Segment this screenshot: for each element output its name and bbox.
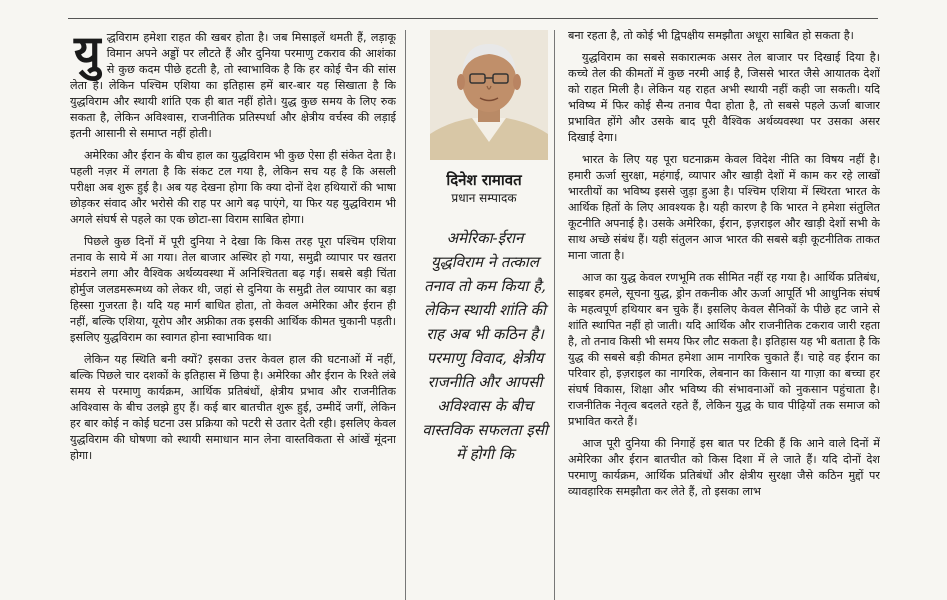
article-paragraph: युद्धविराम का सबसे सकारात्मक असर तेल बाजार पर दिखाई दिया है। कच्चे तेल की कीमतों में कुछ नरमी आई है, जिससे भारत जैसे आयातक देशों को राहत मिली है। लेकिन यह राहत अभी स्थायी नहीं कही जा सकती। यदि भविष्य में फिर कोई सैन्य तनाव पैदा होता है, तो सबसे पहले ऊर्जा बाजार प्रभावित होंगे और उसके बाद पूरी वैश्विक अर्थव्यवस्था पर उसका असर दिखाई देगा। bbox=[568, 51, 880, 144]
article-paragraph: अमेरिका और ईरान के बीच हाल का युद्धविराम भी कुछ ऐसा ही संकेत देता है। पहली नज़र में लगता है कि संकट टल गया है, लेकिन सच यह है कि असली परीक्षा अब शुरू हुई है। अब यह देखना होगा कि क्या दोनों देश हथियारों की भाषा छोड़कर संवाद और भरोसे की राह पर आगे बढ़ पाएंगे, या फिर यह युद्धविराम भी अगले संघर्ष से पहले का एक छोटा-सा विराम साबित होगा। bbox=[70, 149, 396, 226]
author-designation: प्रधान सम्पादक bbox=[451, 191, 517, 205]
article-column-left bbox=[70, 30, 396, 600]
article-paragraph: युद्धविराम हमेशा राहत की खबर होता है। जब मिसाइलें थमती हैं, लड़ाकू विमान अपने अड्डों पर लौटते हैं और दुनिया परमाणु टकराव की आशंका से कुछ कदम पीछे हटती है, तो स्वाभाविक है कि हर कोई चैन की सांस लेता है। लेकिन पश्चिम एशिया का इतिहास हमें बार-बार यह सिखाता है कि युद्धविराम और स्थायी शांति एक ही बात नहीं होते। युद्ध कुछ समय के लिए रुक सकता है, लेकिन अविश्वास, राजनीतिक प्रतिस्पर्धा और क्षेत्रीय वर्चस्व की लड़ाई इतनी आसानी से समाप्त नहीं होती। bbox=[70, 30, 396, 140]
article-column-right bbox=[568, 28, 880, 600]
article-paragraph: आज पूरी दुनिया की निगाहें इस बात पर टिकी हैं कि आने वाले दिनों में अमेरिका और ईरान बातचीत को किस दिशा में ले जाते हैं। यदि दोनों देश परमाणु कार्यक्रम, आर्थिक प्रतिबंधों और क्षेत्रीय सुरक्षा जैसे कठिन मुद्दों पर व्यावहारिक समझौता कर लेते हैं, तो इसका लाभ bbox=[568, 437, 880, 498]
column-divider bbox=[554, 30, 555, 600]
article-paragraph: आज का युद्ध केवल रणभूमि तक सीमित नहीं रह गया है। आर्थिक प्रतिबंध, साइबर हमले, सूचना युद्ध, ड्रोन तकनीक और ऊर्जा आपूर्ति भी आधुनिक संघर्ष के महत्वपूर्ण हथियार बन चुके हैं। इसलिए केवल सैनिकों के पीछे हट जाने से शांति स्थापित नहीं हो जाती। यदि आर्थिक और राजनीतिक टकराव जारी रहता है, तो तनाव किसी भी समय फिर लौट सकता है। इतिहास यह भी बताता है कि युद्ध की सबसे बड़ी कीमत हमेशा आम नागरिक चुकाते हैं। चाहे वह ईरान का परिवार हो, इज़राइल का नागरिक, लेबनान का किसान या गाज़ा का बच्चा हर संघर्ष विकास, शिक्षा और भविष्य की संभावनाओं को नुकसान पहुंचाता है। राजनीतिक नेतृत्व बदलते रहते हैं, लेकिन युद्ध के घाव पीढ़ियों तक समाज को प्रभावित करते हैं। bbox=[568, 271, 880, 428]
drop-cap: यु bbox=[74, 30, 101, 79]
byline bbox=[418, 170, 550, 206]
author-photo bbox=[430, 30, 548, 160]
top-rule bbox=[68, 18, 878, 19]
article-paragraph: भारत के लिए यह पूरा घटनाक्रम केवल विदेश नीति का विषय नहीं है। हमारी ऊर्जा सुरक्षा, महंगाई, व्यापार और खाड़ी देशों में काम कर रहे लाखों भारतीयों का भविष्य इससे जुड़ा हुआ है। पश्चिम एशिया में स्थिरता भारत के आर्थिक हितों के लिए आवश्यक है। यही कारण है कि भारत ने हमेशा संतुलित कूटनीति अपनाई है। उसके अमेरिका, ईरान, इज़राइल और खाड़ी देशों सभी के साथ अच्छे संबंध हैं। यही संतुलन आज भारत की सबसे बड़ी कूटनीतिक ताकत माना जाता है। bbox=[568, 153, 880, 262]
author-portrait-icon bbox=[430, 30, 548, 160]
article-paragraph: पिछले कुछ दिनों में पूरी दुनिया ने देखा कि किस तरह पूरा पश्चिम एशिया तनाव के साये में आ गया। तेल बाजार अस्थिर हो गया, समुद्री व्यापार पर खतरा मंडराने लगा और वैश्विक अर्थव्यवस्था में अनिश्चितता बढ़ गई। सबसे बड़ी चिंता होर्मुज जलडमरूमध्य को लेकर थी, जहां से दुनिया के समुद्री तेल व्यापार का बड़ा हिस्सा गुजरता है। यदि यह मार्ग बाधित होता, तो केवल अमेरिका और ईरान ही नहीं, बल्कि एशिया, यूरोप और अफ्रीका तक इसकी आर्थिक कीमत चुकानी पड़ती। इसलिए युद्धविराम का स्वागत होना स्वाभाविक था। bbox=[70, 235, 396, 344]
article-paragraph: बना रहता है, तो कोई भी द्विपक्षीय समझौता अधूरा साबित हो सकता है। bbox=[568, 29, 854, 42]
pull-quote: अमेरिका-ईरान युद्धविराम ने तत्काल तनाव तो कम किया है, लेकिन स्थायी शांति की राह अब भी कठिन है। परमाणु विवाद, क्षेत्रीय राजनीति और आपसी अविश्वास के बीच वास्तविक सफलता इसी में होगी कि bbox=[422, 229, 548, 463]
column-divider bbox=[405, 30, 406, 600]
article-paragraph: लेकिन यह स्थिति बनी क्यों? इसका उत्तर केवल हाल की घटनाओं में नहीं, बल्कि पिछले चार दशकों के इतिहास में छिपा है। अमेरिका और ईरान के रिश्ते लंबे समय से परमाणु कार्यक्रम, आर्थिक प्रतिबंधों, क्षेत्रीय प्रभाव और राजनीतिक अविश्वास के बीच उलझे हुए हैं। कई बार बातचीत शुरू हुई, उम्मीदें जगीं, लेकिन हर बार कोई न कोई घटना उस प्रक्रिया को पटरी से उतार देती रही। इसलिए केवल युद्धविराम की घोषणा को स्थायी समाधान मान लेना वास्तविकता से आंखें मूंदना होगा। bbox=[70, 353, 396, 462]
author-name: दिनेश रामावत bbox=[446, 171, 522, 189]
author-column bbox=[410, 30, 550, 600]
